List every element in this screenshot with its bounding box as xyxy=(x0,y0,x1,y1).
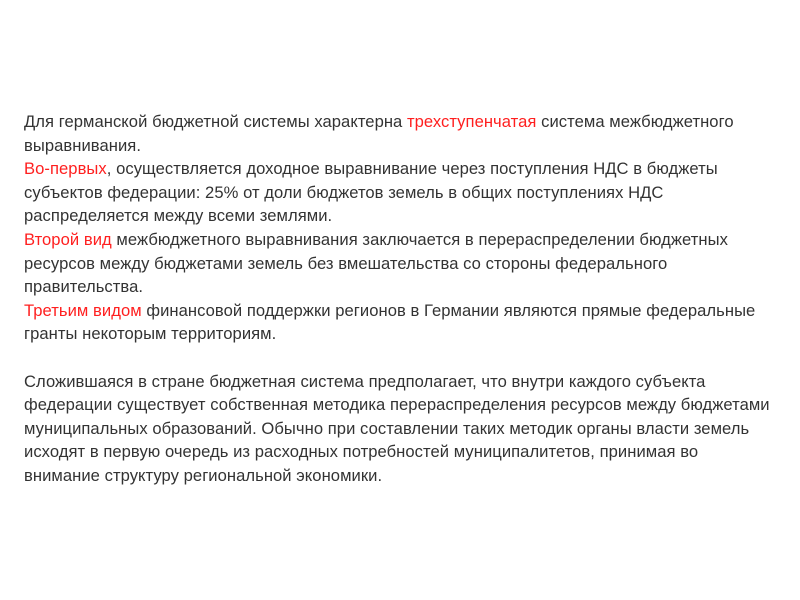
paragraph-first xyxy=(24,157,776,228)
intro-text-before: Для германской бюджетной системы характерна xyxy=(24,112,407,131)
slide-text-body xyxy=(24,110,776,488)
paragraph-second xyxy=(24,228,776,299)
highlight-third: Третьим видом xyxy=(24,300,142,320)
paragraph-intro xyxy=(24,110,776,157)
highlight-three-tier: трехступенчатая xyxy=(407,112,537,131)
conclusion-text: Сложившаяся в стране бюджетная система предполагает, что внутри каждого субъекта федерации существует собственная методика перераспределения ресурсов между бюджетами муниципальных образований. Обычно при составлении таких методик органы власти земель исходят в первую очередь из расходных потребностей муниципалитетов, принимая во внимание структуру региональной экономики. xyxy=(24,371,770,485)
first-text: , осуществляется доходное выравнивание через поступления НДС в бюджеты субъектов федерации: 25% от доли бюджетов земель в общих поступлениях НДС распределяется между всеми землями. xyxy=(24,159,718,226)
paragraph-spacer xyxy=(24,346,776,370)
paragraph-third xyxy=(24,299,776,346)
highlight-second: Второй вид xyxy=(24,229,112,249)
third-text: финансовой поддержки регионов в Германии являются прямые федеральные гранты некоторым территориям. xyxy=(24,300,756,344)
intro-text-after: система межбюджетного выравнивания. xyxy=(24,112,734,155)
second-text: межбюджетного выравнивания заключается в перераспределении бюджетных ресурсов между бюджетами земель без вмешательства со стороны федерального правительства. xyxy=(24,229,728,297)
highlight-first: Во-первых xyxy=(24,159,107,179)
paragraph-conclusion xyxy=(24,370,776,488)
